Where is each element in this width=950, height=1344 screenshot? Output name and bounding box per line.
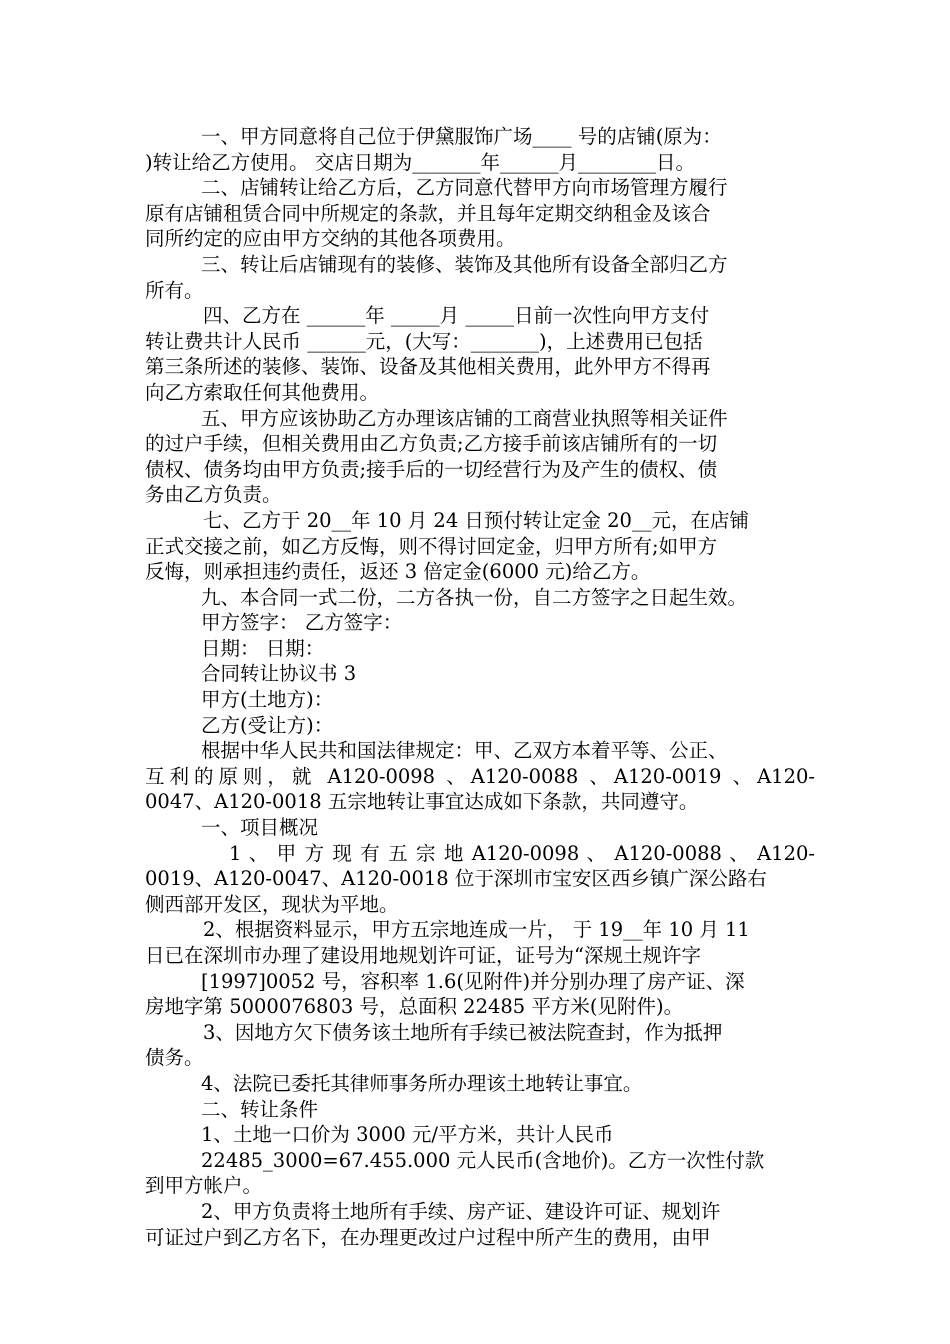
document-page [145, 124, 815, 1250]
text-line: 三、转让后店铺现有的装修、装饰及其他所有设备全部归乙方 [201, 252, 728, 276]
text-line: 同所约定的应由甲方交纳的其他各项费用。 [145, 227, 516, 251]
heading-line: 二、转让条件 [201, 1097, 319, 1121]
text-line: 原有店铺租赁合同中所规定的条款，并且每年定期交纳租金及该合 [145, 201, 711, 225]
text-line: 正式交接之前，如乙方反悔，则不得讨回定金，归甲方所有;如甲方 [145, 534, 718, 558]
date-line: 日期： 日期： [201, 636, 325, 660]
signature-line: 甲方签字： 乙方签字： [201, 611, 403, 635]
text-line: 转让费共计人民币 ______元，(大写：_______)，上述费用已包括 [145, 329, 703, 353]
text-line: 七、乙方于 20__年 10 月 24 日预付转让定金 20__元，在店铺 [203, 508, 749, 532]
text-line: 4、法院已委托其律师事务所办理该土地转让事宜。 [201, 1071, 643, 1095]
text-line: 向乙方索取任何其他费用。 [145, 380, 380, 404]
text-line: 债权、债务均由甲方负责;接手后的一切经营行为及产生的债权、债 [145, 457, 718, 481]
text-line: 互利的原则，就 A120-0098 、A120-0088 、A120-0019 、A120- [145, 764, 815, 788]
section-title: 合同转让协议书 3 [201, 662, 357, 686]
text-line: 债务。 [145, 1046, 204, 1070]
heading-line: 一、项目概况 [201, 816, 319, 840]
text-line: [1997]0052 号，容积率 1.6(见附件)并分别办理了房产证、深 [201, 969, 745, 993]
text-line: 日已在深圳市办理了建设用地规划许可证，证号为“深规土规许字 [145, 944, 701, 967]
text-line: 第三条所述的装修、装饰、设备及其他相关费用，此外甲方不得再 [145, 355, 711, 379]
text-line: 0019、A120-0047、A120-0018 位于深圳市宝安区西乡镇广深公路右 [145, 867, 767, 891]
text-line: 的过户手续，但相关费用由乙方负责;乙方接手前该店铺所有的一切 [145, 432, 718, 456]
party-a-line: 甲方(土地方)： [201, 688, 334, 712]
text-line: )转让给乙方使用。 交店日期为_______年______月________日。 [145, 150, 696, 174]
text-line: 侧西部开发区，现状为平地。 [145, 892, 399, 916]
text-line: 四、乙方在 ______年 _____月 _____日前一次性向甲方支付 [203, 304, 710, 328]
text-line: 房地字第 5000076803 号，总面积 22485 平方米(见附件)。 [145, 995, 684, 1019]
text-line: 3、因地方欠下债务该土地所有手续已被法院查封，作为抵押 [203, 1020, 723, 1044]
text-line: 务由乙方负责。 [145, 483, 282, 507]
text-line: 一、甲方同意将自己位于伊黛服饰广场____ 号的店铺(原为： [201, 125, 722, 148]
text-line: 0047、A120-0018 五宗地转让事宜达成如下条款，共同遵守。 [145, 790, 699, 814]
text-line: 可证过户到乙方名下，在办理更改过户过程中所产生的费用，由甲 [145, 1225, 711, 1249]
text-line: 1、土地一口价为 3000 元/平方米，共计人民币 [201, 1123, 614, 1147]
text-line: 所有。 [145, 278, 204, 302]
text-line: 1 、 甲 方 现 有 五 宗 地 A120-0098 、 A120-0088 、 A120- [229, 841, 815, 865]
text-line: 到甲方帐户。 [145, 1174, 263, 1198]
text-line: 反悔，则承担违约责任，返还 3 倍定金(6000 元)给乙方。 [145, 560, 651, 584]
text-line: 根据中华人民共和国法律规定：甲、乙双方本着平等、公正、 [201, 739, 728, 763]
text-line: 2、根据资料显示，甲方五宗地连成一片， 于 19__年 10 月 11 [203, 918, 750, 942]
party-b-line: 乙方(受让方)： [201, 713, 334, 737]
text-line: 二、店铺转让给乙方后，乙方同意代替甲方向市场管理方履行 [201, 176, 728, 200]
text-line: 五、甲方应该协助乙方办理该店铺的工商营业执照等相关证件 [201, 406, 728, 430]
text-line: 2、甲方负责将土地所有手续、房产证、建设许可证、规划许 [201, 1199, 721, 1223]
text-line: 九、本合同一式二份，二方各执一份，自二方签字之日起生效。 [201, 585, 748, 609]
text-line: 22485_3000=67.455.000 元人民币(含地价)。乙方一次性付款 [201, 1148, 765, 1172]
